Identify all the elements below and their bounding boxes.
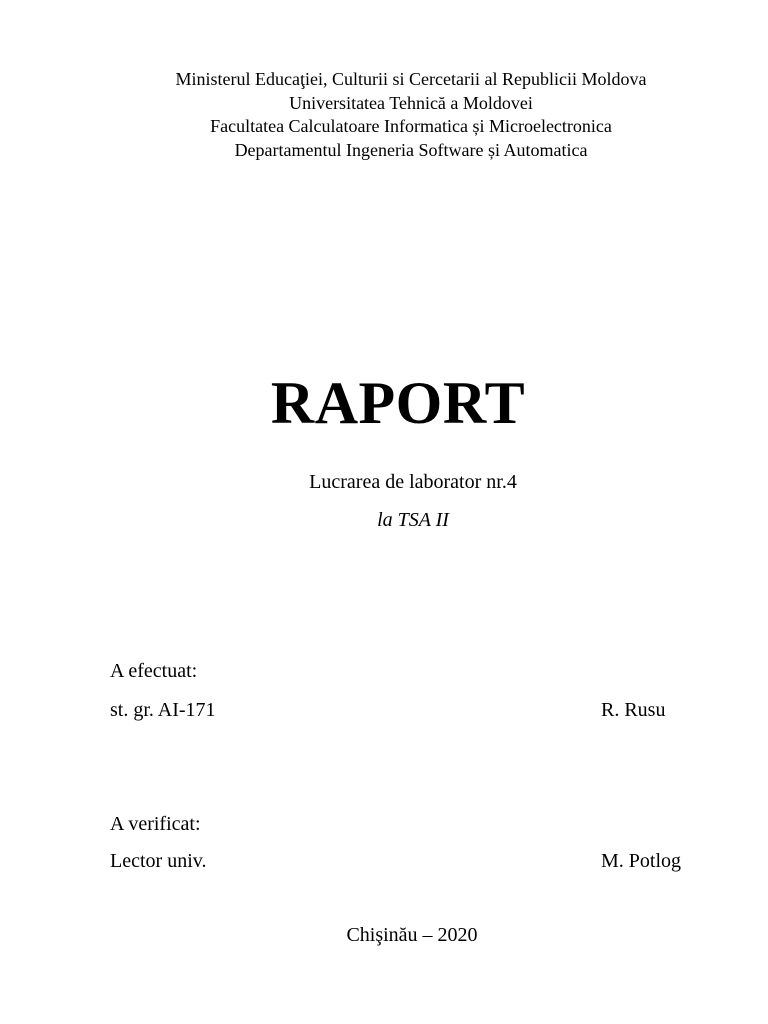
performed-label: A efectuat: [110,660,198,682]
ministry-line: Ministerul Educaţiei, Culturii si Cercetarii al Republicii Moldova [175,69,647,89]
course-subtitle: la TSA II [377,509,449,531]
verified-label: A verificat: [110,813,201,835]
lab-work-subtitle: Lucrarea de laborator nr.4 [309,471,517,493]
verifier-role: Lector univ. [110,850,207,872]
institution-header [0,68,768,162]
student-group: st. gr. AI-171 [110,699,216,721]
verifier-name: M. Potlog [601,850,682,872]
report-title: RAPORT [270,370,526,436]
faculty-line: Facultatea Calculatoare Informatica și Microelectronica [210,116,612,136]
university-line: Universitatea Tehnică a Moldovei [289,92,533,113]
student-name: R. Rusu [601,699,666,721]
department-line: Departamentul Ingeneria Software și Automatica [234,139,588,160]
place-and-year: Chişinău – 2020 [346,924,478,946]
